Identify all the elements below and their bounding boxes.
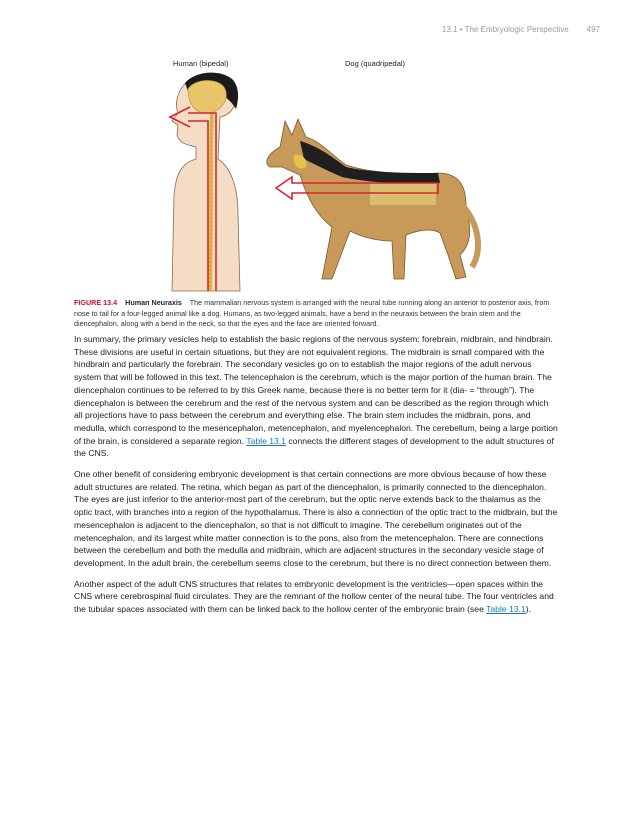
figure-neuraxis xyxy=(70,55,560,295)
human-figure xyxy=(172,73,240,291)
figure-title: Human Neuraxis xyxy=(125,298,182,307)
paragraph-3-text-b: ). xyxy=(525,604,532,615)
table-13-1-link[interactable]: Table 13.1 xyxy=(246,435,286,446)
figure-caption-text: The mammalian nervous system is arranged with the neural tube running along an anterior to posterior axis, from nose to tail for a four-legged animal like a dog. Humans, as two-legged animals, have a bend in the neuraxis between the brain stem and the diencephalon, along with a bend in the neck, so that the eyes and the face are oriented forward. xyxy=(74,298,550,328)
paragraph-2: One other benefit of considering embryonic development is that certain connections are more obvious because of how these adult structures are related. The retina, which began as part of the diencephalon, is primarily connected to the diencephalon. The eyes are just inferior to the anterior-most part of the cerebrum, but the optic nerve extends back to the thalamus as the optic tract, with branches into a region of the hypothalamus. There is also a connection of the optic tract to the midbrain, but the mesencephalon is adjacent to the diencephalon, so that is not difficult to imagine. The cerebellum originates out of the metencephalon, and its largest white matter connection is to the pons, also from the metencephalon. There are connections between the cerebellum and both the medulla and midbrain, which are adjacent structures in the secondary vesicle stage of development. In the adult brain, the cerebellum seems close to the cerebrum, but there is no direct connection between them. xyxy=(74,469,558,568)
dog-figure xyxy=(267,119,478,279)
running-head xyxy=(442,25,600,34)
paragraph-1-text-b: connects the different stages of development to the adult structures of the CNS. xyxy=(74,435,554,459)
paragraph-3 xyxy=(74,578,558,616)
label-human: Human (bipedal) xyxy=(173,59,229,68)
figure-number: FIGURE 13.4 xyxy=(74,298,118,307)
paragraph-3-text-a: Another aspect of the adult CNS structures that relates to embryonic development is the ventricles—open spaces within the CNS where cerebrospinal fluid circulates. They are the remnant of the hollow center of the neural tube. The four ventricles and the tubular spaces associated with them can be linked back to the hollow center of the embryonic brain (see xyxy=(74,578,554,615)
body-text xyxy=(74,333,558,624)
section-title: 13.1 • The Embryologic Perspective xyxy=(441,25,569,34)
paragraph-1 xyxy=(74,333,558,460)
figure-caption xyxy=(74,298,558,330)
page-number: 497 xyxy=(586,25,600,34)
table-13-1-link-2[interactable]: Table 13.1 xyxy=(486,604,526,615)
label-dog: Dog (quadripedal) xyxy=(345,59,406,68)
neuraxis-illustration xyxy=(70,55,560,295)
paragraph-1-text-a: In summary, the primary vesicles help to establish the basic regions of the nervous system: forebrain, midbrain, and hindbrain. These divisions are useful in certain situations, but they are not equivalent regions. The midbrain is small compared with the hindbrain and particularly the forebrain. The secondary vesicles go on to establish the major regions of the adult nervous system that will be followed in this text. The telencephalon is the cerebrum, which is the major portion of the human brain. The diencephalon continues to be referred to by this Greek name, because there is no better term for it (dia- = “through”). The diencephalon is between the cerebrum and the rest of the nervous system and can be described as the region through which all projections have to pass between the cerebrum and everything else. The brain stem includes the midbrain, pons, and medulla, which correspond to the mesencephalon, metencephalon, and myelencephalon. The cerebellum, being a large portion of the brain, is considered a separate region. xyxy=(74,334,558,446)
